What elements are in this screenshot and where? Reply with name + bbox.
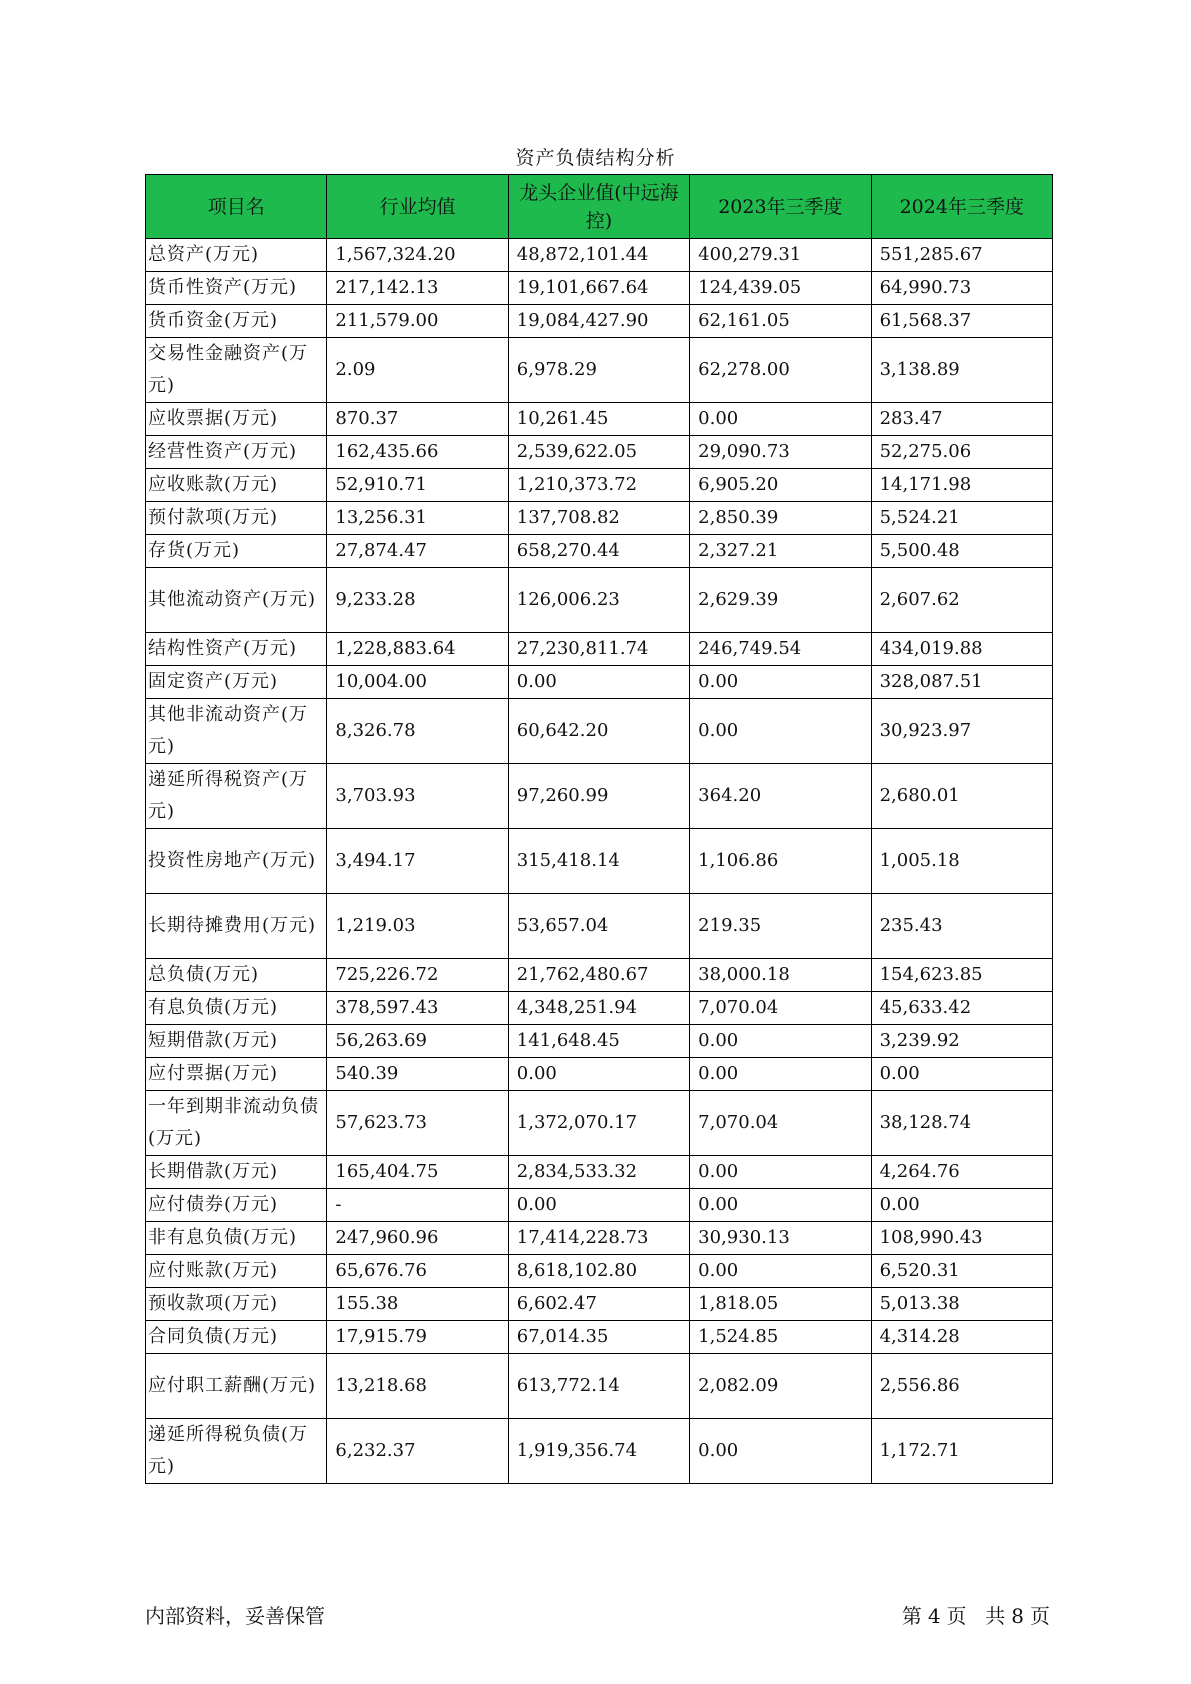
total-prefix: 共 bbox=[985, 1604, 1006, 1628]
row-item-name: 长期待摊费用(万元) bbox=[146, 894, 327, 959]
page-total: 8 bbox=[1011, 1604, 1024, 1628]
header-2023-q3: 2023年三季度 bbox=[690, 175, 871, 239]
cell-2023-q3: 62,161.05 bbox=[690, 305, 871, 338]
cell-leading-company: 2,834,533.32 bbox=[508, 1156, 689, 1189]
table-row bbox=[146, 1156, 1053, 1189]
cell-industry-average: 1,228,883.64 bbox=[327, 633, 508, 666]
cell-leading-company: 27,230,811.74 bbox=[508, 633, 689, 666]
table-row bbox=[146, 1288, 1053, 1321]
table-row bbox=[146, 992, 1053, 1025]
cell-industry-average: 3,494.17 bbox=[327, 829, 508, 894]
row-item-name: 结构性资产(万元) bbox=[146, 633, 327, 666]
cell-industry-average: 540.39 bbox=[327, 1058, 508, 1091]
cell-industry-average: 6,232.37 bbox=[327, 1419, 508, 1484]
cell-industry-average: 17,915.79 bbox=[327, 1321, 508, 1354]
cell-2023-q3: 0.00 bbox=[690, 1025, 871, 1058]
cell-industry-average: 165,404.75 bbox=[327, 1156, 508, 1189]
cell-industry-average: 725,226.72 bbox=[327, 959, 508, 992]
cell-2024-q3: 1,005.18 bbox=[871, 829, 1052, 894]
row-item-name: 长期借款(万元) bbox=[146, 1156, 327, 1189]
row-item-name: 应付职工薪酬(万元) bbox=[146, 1354, 327, 1419]
cell-leading-company: 1,210,373.72 bbox=[508, 469, 689, 502]
table-row bbox=[146, 666, 1053, 699]
page-unit: 页 bbox=[946, 1604, 967, 1628]
cell-2023-q3: 7,070.04 bbox=[690, 1091, 871, 1156]
row-item-name: 总负债(万元) bbox=[146, 959, 327, 992]
table-row bbox=[146, 894, 1053, 959]
cell-2024-q3: 283.47 bbox=[871, 403, 1052, 436]
cell-2023-q3: 2,327.21 bbox=[690, 535, 871, 568]
cell-2024-q3: 0.00 bbox=[871, 1189, 1052, 1222]
table-row bbox=[146, 959, 1053, 992]
cell-industry-average: 3,703.93 bbox=[327, 764, 508, 829]
row-item-name: 短期借款(万元) bbox=[146, 1025, 327, 1058]
row-item-name: 其他非流动资产(万元) bbox=[146, 699, 327, 764]
table-row bbox=[146, 1058, 1053, 1091]
cell-2023-q3: 219.35 bbox=[690, 894, 871, 959]
table-row bbox=[146, 1321, 1053, 1354]
cell-2023-q3: 0.00 bbox=[690, 1156, 871, 1189]
cell-2023-q3: 1,818.05 bbox=[690, 1288, 871, 1321]
cell-industry-average: 13,218.68 bbox=[327, 1354, 508, 1419]
cell-leading-company: 315,418.14 bbox=[508, 829, 689, 894]
table-row bbox=[146, 403, 1053, 436]
cell-2024-q3: 14,171.98 bbox=[871, 469, 1052, 502]
cell-2023-q3: 6,905.20 bbox=[690, 469, 871, 502]
cell-2024-q3: 2,556.86 bbox=[871, 1354, 1052, 1419]
cell-leading-company: 613,772.14 bbox=[508, 1354, 689, 1419]
row-item-name: 经营性资产(万元) bbox=[146, 436, 327, 469]
cell-2023-q3: 0.00 bbox=[690, 1058, 871, 1091]
table-row bbox=[146, 1419, 1053, 1484]
cell-2023-q3: 29,090.73 bbox=[690, 436, 871, 469]
cell-2024-q3: 235.43 bbox=[871, 894, 1052, 959]
table-row bbox=[146, 502, 1053, 535]
cell-2024-q3: 4,264.76 bbox=[871, 1156, 1052, 1189]
table-row bbox=[146, 633, 1053, 666]
header-industry-average: 行业均值 bbox=[327, 175, 508, 239]
row-item-name: 交易性金融资产(万元) bbox=[146, 338, 327, 403]
table-row bbox=[146, 829, 1053, 894]
cell-2023-q3: 0.00 bbox=[690, 699, 871, 764]
cell-2024-q3: 6,520.31 bbox=[871, 1255, 1052, 1288]
cell-2024-q3: 551,285.67 bbox=[871, 239, 1052, 272]
cell-2023-q3: 2,850.39 bbox=[690, 502, 871, 535]
row-item-name: 应付票据(万元) bbox=[146, 1058, 327, 1091]
cell-leading-company: 1,372,070.17 bbox=[508, 1091, 689, 1156]
header-2024-q3: 2024年三季度 bbox=[871, 175, 1052, 239]
cell-industry-average: 1,219.03 bbox=[327, 894, 508, 959]
row-item-name: 应收票据(万元) bbox=[146, 403, 327, 436]
cell-2024-q3: 1,172.71 bbox=[871, 1419, 1052, 1484]
table-row bbox=[146, 305, 1053, 338]
cell-2024-q3: 38,128.74 bbox=[871, 1091, 1052, 1156]
header-leading-company: 龙头企业值(中远海控) bbox=[508, 175, 689, 239]
cell-industry-average: 211,579.00 bbox=[327, 305, 508, 338]
table-row bbox=[146, 338, 1053, 403]
cell-industry-average: 27,874.47 bbox=[327, 535, 508, 568]
cell-2024-q3: 4,314.28 bbox=[871, 1321, 1052, 1354]
cell-2023-q3: 62,278.00 bbox=[690, 338, 871, 403]
cell-industry-average: 10,004.00 bbox=[327, 666, 508, 699]
row-item-name: 固定资产(万元) bbox=[146, 666, 327, 699]
cell-2024-q3: 0.00 bbox=[871, 1058, 1052, 1091]
cell-industry-average: 52,910.71 bbox=[327, 469, 508, 502]
table-row bbox=[146, 568, 1053, 633]
cell-leading-company: 4,348,251.94 bbox=[508, 992, 689, 1025]
footer-confidential-note: 内部资料，妥善保管 bbox=[145, 1604, 325, 1628]
table-row bbox=[146, 1189, 1053, 1222]
table-row bbox=[146, 764, 1053, 829]
cell-2023-q3: 0.00 bbox=[690, 1255, 871, 1288]
cell-2023-q3: 400,279.31 bbox=[690, 239, 871, 272]
cell-2024-q3: 5,500.48 bbox=[871, 535, 1052, 568]
cell-industry-average: 65,676.76 bbox=[327, 1255, 508, 1288]
cell-2024-q3: 45,633.42 bbox=[871, 992, 1052, 1025]
cell-leading-company: 0.00 bbox=[508, 1189, 689, 1222]
cell-industry-average: 9,233.28 bbox=[327, 568, 508, 633]
row-item-name: 合同负债(万元) bbox=[146, 1321, 327, 1354]
cell-industry-average: 217,142.13 bbox=[327, 272, 508, 305]
page-current: 4 bbox=[927, 1604, 941, 1628]
row-item-name: 应收账款(万元) bbox=[146, 469, 327, 502]
cell-industry-average: 378,597.43 bbox=[327, 992, 508, 1025]
cell-leading-company: 6,602.47 bbox=[508, 1288, 689, 1321]
table-row bbox=[146, 535, 1053, 568]
table-row bbox=[146, 436, 1053, 469]
header-item-name: 项目名 bbox=[146, 175, 327, 239]
cell-2023-q3: 364.20 bbox=[690, 764, 871, 829]
total-unit: 页 bbox=[1030, 1604, 1050, 1628]
table-row bbox=[146, 1091, 1053, 1156]
table-row bbox=[146, 699, 1053, 764]
cell-2024-q3: 64,990.73 bbox=[871, 272, 1052, 305]
cell-2023-q3: 124,439.05 bbox=[690, 272, 871, 305]
cell-2023-q3: 0.00 bbox=[690, 1189, 871, 1222]
table-row bbox=[146, 239, 1053, 272]
cell-2024-q3: 5,524.21 bbox=[871, 502, 1052, 535]
cell-2023-q3: 0.00 bbox=[690, 403, 871, 436]
cell-2024-q3: 2,607.62 bbox=[871, 568, 1052, 633]
cell-leading-company: 137,708.82 bbox=[508, 502, 689, 535]
row-item-name: 存货(万元) bbox=[146, 535, 327, 568]
cell-leading-company: 8,618,102.80 bbox=[508, 1255, 689, 1288]
row-item-name: 非有息负债(万元) bbox=[146, 1222, 327, 1255]
row-item-name: 有息负债(万元) bbox=[146, 992, 327, 1025]
row-item-name: 应付账款(万元) bbox=[146, 1255, 327, 1288]
row-item-name: 递延所得税负债(万元) bbox=[146, 1419, 327, 1484]
cell-industry-average: 155.38 bbox=[327, 1288, 508, 1321]
cell-2023-q3: 7,070.04 bbox=[690, 992, 871, 1025]
cell-industry-average: 57,623.73 bbox=[327, 1091, 508, 1156]
cell-2023-q3: 0.00 bbox=[690, 1419, 871, 1484]
header-row bbox=[146, 175, 1053, 239]
table-title: 资产负债结构分析 bbox=[515, 147, 676, 169]
cell-industry-average: 247,960.96 bbox=[327, 1222, 508, 1255]
cell-leading-company: 2,539,622.05 bbox=[508, 436, 689, 469]
page-prefix: 第 bbox=[901, 1604, 922, 1628]
cell-leading-company: 10,261.45 bbox=[508, 403, 689, 436]
row-item-name: 预收款项(万元) bbox=[146, 1288, 327, 1321]
row-item-name: 货币性资产(万元) bbox=[146, 272, 327, 305]
cell-2023-q3: 246,749.54 bbox=[690, 633, 871, 666]
cell-industry-average: 1,567,324.20 bbox=[327, 239, 508, 272]
cell-leading-company: 126,006.23 bbox=[508, 568, 689, 633]
page-indicator bbox=[899, 1600, 1053, 1629]
table-row bbox=[146, 272, 1053, 305]
cell-2023-q3: 1,524.85 bbox=[690, 1321, 871, 1354]
balance-sheet-table bbox=[145, 174, 1053, 1484]
table-row bbox=[146, 1025, 1053, 1058]
table-row bbox=[146, 469, 1053, 502]
cell-2024-q3: 3,138.89 bbox=[871, 338, 1052, 403]
cell-industry-average: 56,263.69 bbox=[327, 1025, 508, 1058]
cell-leading-company: 658,270.44 bbox=[508, 535, 689, 568]
cell-industry-average: 870.37 bbox=[327, 403, 508, 436]
cell-2024-q3: 108,990.43 bbox=[871, 1222, 1052, 1255]
cell-leading-company: 48,872,101.44 bbox=[508, 239, 689, 272]
cell-leading-company: 1,919,356.74 bbox=[508, 1419, 689, 1484]
cell-2023-q3: 2,629.39 bbox=[690, 568, 871, 633]
cell-industry-average: 162,435.66 bbox=[327, 436, 508, 469]
cell-leading-company: 97,260.99 bbox=[508, 764, 689, 829]
cell-2024-q3: 434,019.88 bbox=[871, 633, 1052, 666]
cell-leading-company: 21,762,480.67 bbox=[508, 959, 689, 992]
cell-leading-company: 17,414,228.73 bbox=[508, 1222, 689, 1255]
cell-2023-q3: 38,000.18 bbox=[690, 959, 871, 992]
cell-leading-company: 53,657.04 bbox=[508, 894, 689, 959]
cell-leading-company: 6,978.29 bbox=[508, 338, 689, 403]
table-row bbox=[146, 1354, 1053, 1419]
cell-2023-q3: 0.00 bbox=[690, 666, 871, 699]
row-item-name: 应付债券(万元) bbox=[146, 1189, 327, 1222]
row-item-name: 预付款项(万元) bbox=[146, 502, 327, 535]
row-item-name: 递延所得税资产(万元) bbox=[146, 764, 327, 829]
cell-2024-q3: 5,013.38 bbox=[871, 1288, 1052, 1321]
cell-leading-company: 141,648.45 bbox=[508, 1025, 689, 1058]
cell-2024-q3: 52,275.06 bbox=[871, 436, 1052, 469]
cell-2023-q3: 2,082.09 bbox=[690, 1354, 871, 1419]
table-row bbox=[146, 1255, 1053, 1288]
cell-2024-q3: 3,239.92 bbox=[871, 1025, 1052, 1058]
cell-industry-average: 2.09 bbox=[327, 338, 508, 403]
row-item-name: 投资性房地产(万元) bbox=[146, 829, 327, 894]
cell-2024-q3: 30,923.97 bbox=[871, 699, 1052, 764]
row-item-name: 货币资金(万元) bbox=[146, 305, 327, 338]
cell-leading-company: 19,101,667.64 bbox=[508, 272, 689, 305]
cell-2023-q3: 30,930.13 bbox=[690, 1222, 871, 1255]
cell-industry-average: 8,326.78 bbox=[327, 699, 508, 764]
row-item-name: 其他流动资产(万元) bbox=[146, 568, 327, 633]
cell-2024-q3: 61,568.37 bbox=[871, 305, 1052, 338]
cell-leading-company: 19,084,427.90 bbox=[508, 305, 689, 338]
cell-leading-company: 0.00 bbox=[508, 666, 689, 699]
cell-leading-company: 60,642.20 bbox=[508, 699, 689, 764]
row-item-name: 总资产(万元) bbox=[146, 239, 327, 272]
cell-2023-q3: 1,106.86 bbox=[690, 829, 871, 894]
cell-2024-q3: 154,623.85 bbox=[871, 959, 1052, 992]
cell-leading-company: 67,014.35 bbox=[508, 1321, 689, 1354]
row-item-name: 一年到期非流动负债(万元) bbox=[146, 1091, 327, 1156]
cell-industry-average: 13,256.31 bbox=[327, 502, 508, 535]
cell-leading-company: 0.00 bbox=[508, 1058, 689, 1091]
cell-2024-q3: 328,087.51 bbox=[871, 666, 1052, 699]
cell-2024-q3: 2,680.01 bbox=[871, 764, 1052, 829]
cell-industry-average: - bbox=[327, 1189, 508, 1222]
table-row bbox=[146, 1222, 1053, 1255]
